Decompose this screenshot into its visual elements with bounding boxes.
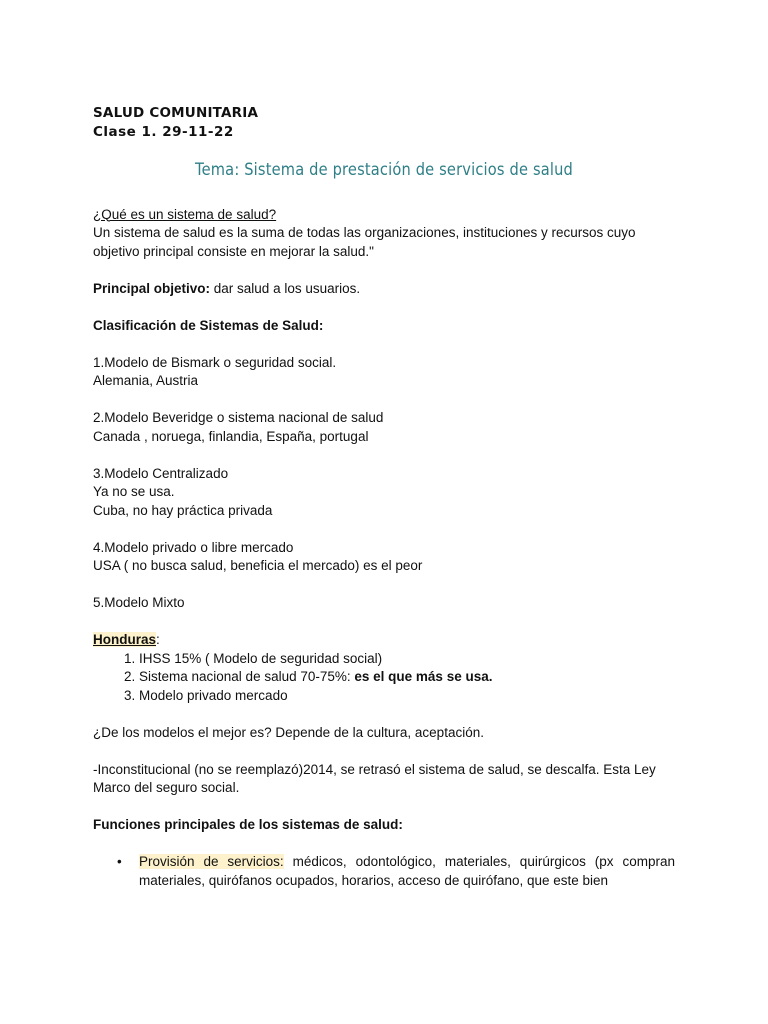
list-item <box>139 668 675 687</box>
list-item-bold: es el que más se usa. <box>354 669 493 684</box>
model-4-note: USA ( no busca salud, beneficia el mercado) es el peor <box>93 558 423 573</box>
honduras-heading <box>93 631 675 650</box>
list-item-text: IHSS 15% ( Modelo de seguridad social) <box>139 650 383 666</box>
course-title: SALUD COMUNITARIA <box>93 105 259 121</box>
classification-title: Clasificación de Sistemas de Salud: <box>93 317 324 333</box>
best-model-paragraph: ¿De los modelos el mejor es? Depende de la cultura, aceptación. <box>93 724 484 740</box>
list-item-text: Sistema nacional de salud 70-75%: <box>139 669 355 684</box>
list-item-text: Modelo privado mercado <box>139 687 288 703</box>
document-content <box>93 104 675 890</box>
list-item <box>139 687 675 706</box>
objective-text: dar salud a los usuarios. <box>210 280 361 296</box>
list-item <box>139 650 675 669</box>
functions-title: Funciones principales de los sistemas de salud: <box>93 817 403 832</box>
honduras-label: Honduras <box>93 632 157 647</box>
objective-label: Principal objetivo: <box>93 280 211 296</box>
model-1-note: Alemania, Austria <box>93 373 199 388</box>
honduras-colon: : <box>156 632 160 647</box>
honduras-list <box>93 650 675 706</box>
model-1-title: 1.Modelo de Bismark o seguridad social. <box>93 354 337 370</box>
model-3-title: 3.Modelo Centralizado <box>93 465 229 481</box>
model-2-title: 2.Modelo Beveridge o sistema nacional de salud <box>93 410 384 425</box>
list-item <box>139 853 675 890</box>
unconstitutional-paragraph: -Inconstitucional (no se reemplazó)2014, se retrasó el sistema de salud, se descalfa. Esta Ley Marco del seguro social. <box>93 761 656 795</box>
model-3-note: Ya no se usa. <box>93 484 175 499</box>
model-2-note: Canada , noruega, finlandia, España, portugal <box>93 428 369 444</box>
model-4-title: 4.Modelo privado o libre mercado <box>93 539 294 555</box>
model-3-note: Cuba, no hay práctica privada <box>93 502 273 518</box>
intro-definition: Un sistema de salud es la suma de todas las organizaciones, instituciones y recursos cuyo objetivo principal consiste en mejorar la salud." <box>93 225 636 259</box>
function-label: Provisión de servicios: <box>139 854 284 869</box>
topic-title: Tema: Sistema de prestación de servicios de salud <box>194 160 573 180</box>
model-5-title: 5.Modelo Mixto <box>93 595 185 610</box>
functions-list <box>93 853 675 890</box>
class-date: Clase 1. 29-11-22 <box>93 123 234 140</box>
function-text: médicos, odontológico, materiales, quirúrgicos (px compran materiales, quirófanos ocupados, horarios, acceso de quirófano, que este bien <box>139 854 675 888</box>
intro-question: ¿Qué es un sistema de salud? <box>93 206 277 222</box>
objective-paragraph <box>93 280 675 299</box>
